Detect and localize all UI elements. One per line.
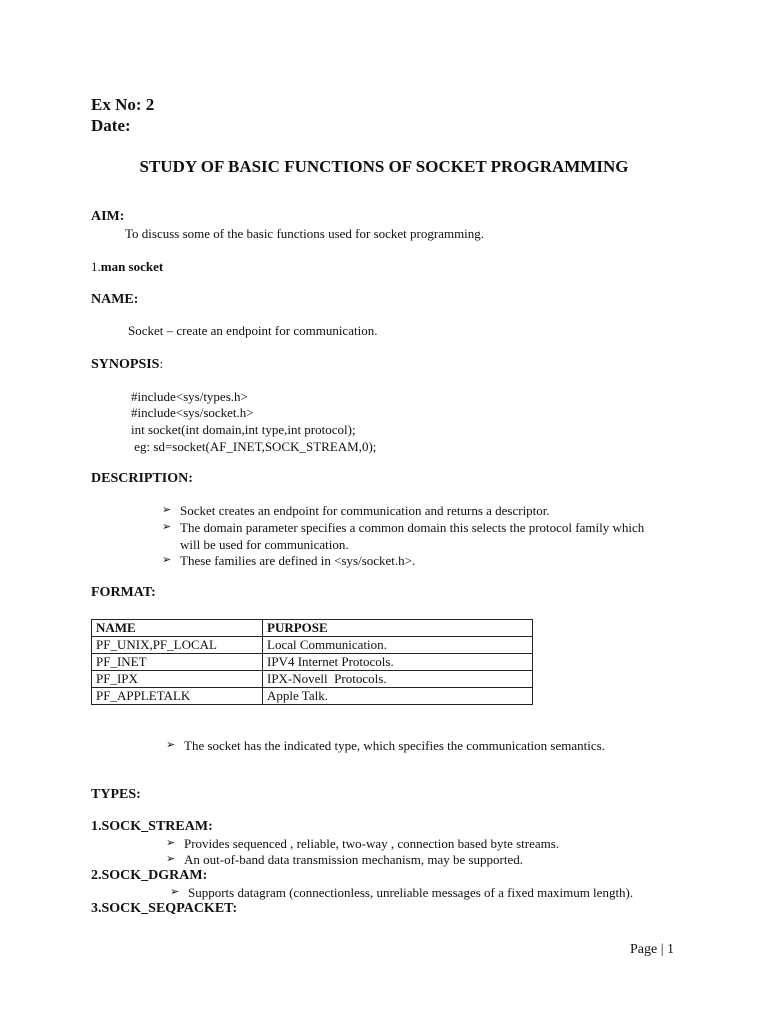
table-cell-name: PF_APPLETALK <box>92 688 263 705</box>
page-number: Page | 1 <box>630 942 675 957</box>
table-row <box>92 637 533 654</box>
arrow-bullet-icon: ➢ <box>166 837 176 849</box>
column-header-name: NAME <box>92 620 263 637</box>
table-cell-purpose: IPV4 Internet Protocols. <box>263 654 533 671</box>
table-row <box>92 671 533 688</box>
synopsis-line: #include<sys/socket.h> <box>131 405 254 420</box>
bullet-text: An out-of-band data transmission mechanism, may be supported. <box>184 852 524 867</box>
aim-text: To discuss some of the basic functions used for socket programming. <box>125 226 485 241</box>
table-row <box>92 654 533 671</box>
format-table <box>91 619 533 705</box>
sock-dgram-heading: 2.SOCK_DGRAM: <box>91 868 208 883</box>
bullet-text: The domain parameter specifies a common domain this selects the protocol family which <box>180 520 645 535</box>
table-cell-name: PF_IPX <box>92 671 263 688</box>
name-heading: NAME: <box>91 292 139 307</box>
arrow-bullet-icon: ➢ <box>166 853 176 865</box>
page-title: STUDY OF BASIC FUNCTIONS OF SOCKET PROGRAMMING <box>139 157 629 176</box>
table-cell-name: PF_INET <box>92 654 263 671</box>
sock-stream-heading: 1.SOCK_STREAM: <box>91 819 213 834</box>
column-header-purpose: PURPOSE <box>263 620 533 637</box>
arrow-bullet-icon: ➢ <box>162 504 172 516</box>
synopsis-example-line: eg: sd=socket(AF_INET,SOCK_STREAM,0); <box>131 439 377 454</box>
arrow-bullet-icon: ➢ <box>162 554 172 566</box>
table-header-row <box>92 620 533 637</box>
exercise-number: Ex No: 2 <box>91 95 155 114</box>
synopsis-line: #include<sys/types.h> <box>131 389 248 404</box>
bullet-text: Socket creates an endpoint for communication and returns a descriptor. <box>180 503 550 518</box>
synopsis-heading <box>91 355 163 373</box>
synopsis-heading-label: SYNOPSIS <box>91 357 160 372</box>
table-cell-purpose: Local Communication. <box>263 637 533 654</box>
arrow-bullet-icon: ➢ <box>170 886 180 898</box>
table-cell-purpose: Apple Talk. <box>263 688 533 705</box>
format-heading: FORMAT: <box>91 585 156 600</box>
synopsis-heading-colon: : <box>159 356 164 371</box>
bullet-text: Supports datagram (connectionless, unreliable messages of a fixed maximum length). <box>188 885 634 900</box>
sock-seqpacket-heading: 3.SOCK_SEQPACKET: <box>91 901 238 916</box>
bullet-text: These families are defined in <sys/socket.h>. <box>180 553 416 568</box>
aim-heading: AIM: <box>91 209 125 224</box>
name-text: Socket – create an endpoint for communication. <box>128 323 378 338</box>
arrow-bullet-icon: ➢ <box>166 739 176 751</box>
bullet-text: Provides sequenced , reliable, two-way , connection based byte streams. <box>184 836 560 851</box>
table-cell-purpose: IPX-Novell Protocols. <box>263 671 533 688</box>
types-heading: TYPES: <box>91 787 141 802</box>
arrow-bullet-icon: ➢ <box>162 521 172 533</box>
item-1-number: 1. <box>91 259 101 274</box>
table-cell-name: PF_UNIX,PF_LOCAL <box>92 637 263 654</box>
description-heading: DESCRIPTION: <box>91 471 193 486</box>
table-row <box>92 688 533 705</box>
synopsis-line: int socket(int domain,int type,int protocol); <box>131 422 356 437</box>
bullet-text: The socket has the indicated type, which specifies the communication semantics. <box>184 738 605 753</box>
date-label: Date: <box>91 116 131 135</box>
bullet-continuation: will be used for communication. <box>180 537 349 552</box>
item-1 <box>91 259 163 275</box>
item-1-text: man socket <box>100 259 164 274</box>
